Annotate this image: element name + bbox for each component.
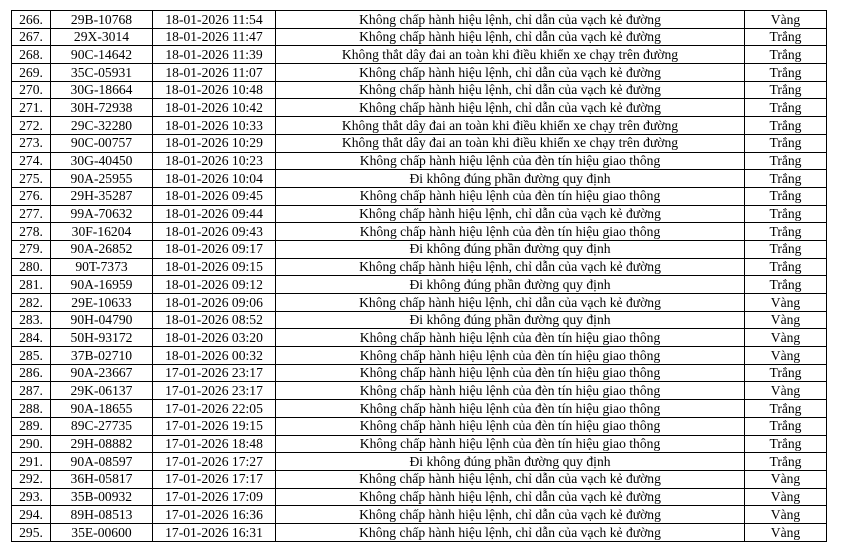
vehicle-color-cell: Trắng bbox=[745, 64, 827, 82]
violation-table-body bbox=[12, 11, 827, 542]
plate-cell: 89C-27735 bbox=[51, 417, 153, 435]
row-number-cell: 276. bbox=[12, 187, 51, 205]
violation-cell: Không chấp hành hiệu lệnh của đèn tín hiệu giao thông bbox=[276, 417, 745, 435]
violation-cell: Không thắt dây đai an toàn khi điều khiển xe chạy trên đường bbox=[276, 117, 745, 135]
datetime-cell: 17-01-2026 17:17 bbox=[153, 470, 276, 488]
datetime-cell: 17-01-2026 23:17 bbox=[153, 382, 276, 400]
plate-cell: 29X-3014 bbox=[51, 28, 153, 46]
table-row bbox=[12, 240, 827, 258]
datetime-cell: 17-01-2026 22:05 bbox=[153, 400, 276, 418]
datetime-cell: 17-01-2026 16:31 bbox=[153, 523, 276, 541]
plate-cell: 90A-08597 bbox=[51, 453, 153, 471]
datetime-cell: 18-01-2026 09:06 bbox=[153, 294, 276, 312]
plate-cell: 89H-08513 bbox=[51, 506, 153, 524]
violation-table bbox=[11, 10, 827, 542]
violation-cell: Đi không đúng phần đường quy định bbox=[276, 453, 745, 471]
violation-cell: Không chấp hành hiệu lệnh, chỉ dẫn của vạch kẻ đường bbox=[276, 11, 745, 29]
row-number-cell: 283. bbox=[12, 311, 51, 329]
violation-cell: Không chấp hành hiệu lệnh, chỉ dẫn của vạch kẻ đường bbox=[276, 506, 745, 524]
vehicle-color-cell: Vàng bbox=[745, 382, 827, 400]
violation-cell: Không thắt dây đai an toàn khi điều khiển xe chạy trên đường bbox=[276, 134, 745, 152]
plate-cell: 35B-00932 bbox=[51, 488, 153, 506]
plate-cell: 36H-05817 bbox=[51, 470, 153, 488]
table-row bbox=[12, 382, 827, 400]
violation-cell: Không chấp hành hiệu lệnh, chỉ dẫn của vạch kẻ đường bbox=[276, 64, 745, 82]
table-row bbox=[12, 453, 827, 471]
violation-cell: Đi không đúng phần đường quy định bbox=[276, 276, 745, 294]
datetime-cell: 18-01-2026 10:42 bbox=[153, 99, 276, 117]
vehicle-color-cell: Vàng bbox=[745, 506, 827, 524]
violation-cell: Không chấp hành hiệu lệnh của đèn tín hiệu giao thông bbox=[276, 329, 745, 347]
violation-cell: Không chấp hành hiệu lệnh của đèn tín hiệu giao thông bbox=[276, 187, 745, 205]
datetime-cell: 18-01-2026 11:47 bbox=[153, 28, 276, 46]
datetime-cell: 18-01-2026 09:17 bbox=[153, 240, 276, 258]
table-row bbox=[12, 506, 827, 524]
plate-cell: 90A-16959 bbox=[51, 276, 153, 294]
datetime-cell: 18-01-2026 03:20 bbox=[153, 329, 276, 347]
table-row bbox=[12, 417, 827, 435]
row-number-cell: 282. bbox=[12, 294, 51, 312]
table-row bbox=[12, 28, 827, 46]
plate-cell: 50H-93172 bbox=[51, 329, 153, 347]
plate-cell: 90A-25955 bbox=[51, 170, 153, 188]
plate-cell: 99A-70632 bbox=[51, 205, 153, 223]
vehicle-color-cell: Trắng bbox=[745, 364, 827, 382]
violation-cell: Không chấp hành hiệu lệnh, chỉ dẫn của vạch kẻ đường bbox=[276, 205, 745, 223]
datetime-cell: 17-01-2026 19:15 bbox=[153, 417, 276, 435]
row-number-cell: 292. bbox=[12, 470, 51, 488]
vehicle-color-cell: Vàng bbox=[745, 523, 827, 541]
table-row bbox=[12, 400, 827, 418]
datetime-cell: 18-01-2026 09:12 bbox=[153, 276, 276, 294]
row-number-cell: 287. bbox=[12, 382, 51, 400]
vehicle-color-cell: Trắng bbox=[745, 152, 827, 170]
datetime-cell: 18-01-2026 09:15 bbox=[153, 258, 276, 276]
datetime-cell: 18-01-2026 09:44 bbox=[153, 205, 276, 223]
violation-cell: Không chấp hành hiệu lệnh của đèn tín hiệu giao thông bbox=[276, 364, 745, 382]
plate-cell: 29K-06137 bbox=[51, 382, 153, 400]
datetime-cell: 18-01-2026 10:48 bbox=[153, 81, 276, 99]
vehicle-color-cell: Trắng bbox=[745, 46, 827, 64]
violation-cell: Không chấp hành hiệu lệnh, chỉ dẫn của vạch kẻ đường bbox=[276, 470, 745, 488]
violation-cell: Không chấp hành hiệu lệnh, chỉ dẫn của vạch kẻ đường bbox=[276, 294, 745, 312]
violation-cell: Không chấp hành hiệu lệnh của đèn tín hiệu giao thông bbox=[276, 435, 745, 453]
row-number-cell: 281. bbox=[12, 276, 51, 294]
table-row bbox=[12, 470, 827, 488]
table-row bbox=[12, 258, 827, 276]
row-number-cell: 280. bbox=[12, 258, 51, 276]
vehicle-color-cell: Vàng bbox=[745, 311, 827, 329]
vehicle-color-cell: Trắng bbox=[745, 187, 827, 205]
vehicle-color-cell: Trắng bbox=[745, 240, 827, 258]
violation-cell: Đi không đúng phần đường quy định bbox=[276, 311, 745, 329]
row-number-cell: 289. bbox=[12, 417, 51, 435]
violation-cell: Không chấp hành hiệu lệnh của đèn tín hiệu giao thông bbox=[276, 223, 745, 241]
row-number-cell: 268. bbox=[12, 46, 51, 64]
row-number-cell: 295. bbox=[12, 523, 51, 541]
datetime-cell: 18-01-2026 00:32 bbox=[153, 347, 276, 365]
plate-cell: 29B-10768 bbox=[51, 11, 153, 29]
vehicle-color-cell: Vàng bbox=[745, 329, 827, 347]
row-number-cell: 290. bbox=[12, 435, 51, 453]
vehicle-color-cell: Vàng bbox=[745, 11, 827, 29]
table-row bbox=[12, 329, 827, 347]
datetime-cell: 17-01-2026 17:27 bbox=[153, 453, 276, 471]
plate-cell: 29E-10633 bbox=[51, 294, 153, 312]
vehicle-color-cell: Trắng bbox=[745, 453, 827, 471]
plate-cell: 29C-32280 bbox=[51, 117, 153, 135]
vehicle-color-cell: Trắng bbox=[745, 81, 827, 99]
table-row bbox=[12, 117, 827, 135]
vehicle-color-cell: Trắng bbox=[745, 205, 827, 223]
datetime-cell: 18-01-2026 09:45 bbox=[153, 187, 276, 205]
table-row bbox=[12, 311, 827, 329]
datetime-cell: 18-01-2026 11:07 bbox=[153, 64, 276, 82]
plate-cell: 29H-08882 bbox=[51, 435, 153, 453]
vehicle-color-cell: Vàng bbox=[745, 294, 827, 312]
datetime-cell: 18-01-2026 10:23 bbox=[153, 152, 276, 170]
plate-cell: 90A-26852 bbox=[51, 240, 153, 258]
row-number-cell: 293. bbox=[12, 488, 51, 506]
datetime-cell: 18-01-2026 10:04 bbox=[153, 170, 276, 188]
violation-cell: Không chấp hành hiệu lệnh của đèn tín hiệu giao thông bbox=[276, 152, 745, 170]
plate-cell: 35C-05931 bbox=[51, 64, 153, 82]
row-number-cell: 269. bbox=[12, 64, 51, 82]
table-row bbox=[12, 488, 827, 506]
datetime-cell: 18-01-2026 08:52 bbox=[153, 311, 276, 329]
plate-cell: 90A-23667 bbox=[51, 364, 153, 382]
table-row bbox=[12, 99, 827, 117]
violation-cell: Không chấp hành hiệu lệnh, chỉ dẫn của vạch kẻ đường bbox=[276, 81, 745, 99]
table-row bbox=[12, 276, 827, 294]
row-number-cell: 270. bbox=[12, 81, 51, 99]
row-number-cell: 267. bbox=[12, 28, 51, 46]
vehicle-color-cell: Trắng bbox=[745, 435, 827, 453]
vehicle-color-cell: Trắng bbox=[745, 258, 827, 276]
table-row bbox=[12, 187, 827, 205]
table-row bbox=[12, 46, 827, 64]
violation-cell: Không chấp hành hiệu lệnh, chỉ dẫn của vạch kẻ đường bbox=[276, 99, 745, 117]
table-row bbox=[12, 205, 827, 223]
violation-cell: Đi không đúng phần đường quy định bbox=[276, 240, 745, 258]
row-number-cell: 284. bbox=[12, 329, 51, 347]
violation-cell: Không chấp hành hiệu lệnh, chỉ dẫn của vạch kẻ đường bbox=[276, 488, 745, 506]
row-number-cell: 272. bbox=[12, 117, 51, 135]
violation-cell: Đi không đúng phần đường quy định bbox=[276, 170, 745, 188]
table-row bbox=[12, 152, 827, 170]
plate-cell: 29H-35287 bbox=[51, 187, 153, 205]
plate-cell: 90H-04790 bbox=[51, 311, 153, 329]
row-number-cell: 266. bbox=[12, 11, 51, 29]
vehicle-color-cell: Trắng bbox=[745, 28, 827, 46]
violation-cell: Không chấp hành hiệu lệnh của đèn tín hiệu giao thông bbox=[276, 382, 745, 400]
violation-cell: Không chấp hành hiệu lệnh của đèn tín hiệu giao thông bbox=[276, 400, 745, 418]
row-number-cell: 273. bbox=[12, 134, 51, 152]
table-row bbox=[12, 134, 827, 152]
plate-cell: 35E-00600 bbox=[51, 523, 153, 541]
vehicle-color-cell: Trắng bbox=[745, 400, 827, 418]
table-row bbox=[12, 435, 827, 453]
table-row bbox=[12, 523, 827, 541]
row-number-cell: 277. bbox=[12, 205, 51, 223]
datetime-cell: 17-01-2026 18:48 bbox=[153, 435, 276, 453]
vehicle-color-cell: Trắng bbox=[745, 276, 827, 294]
plate-cell: 30G-40450 bbox=[51, 152, 153, 170]
row-number-cell: 279. bbox=[12, 240, 51, 258]
violation-cell: Không chấp hành hiệu lệnh, chỉ dẫn của vạch kẻ đường bbox=[276, 523, 745, 541]
row-number-cell: 294. bbox=[12, 506, 51, 524]
row-number-cell: 274. bbox=[12, 152, 51, 170]
row-number-cell: 278. bbox=[12, 223, 51, 241]
row-number-cell: 271. bbox=[12, 99, 51, 117]
violation-cell: Không chấp hành hiệu lệnh, chỉ dẫn của vạch kẻ đường bbox=[276, 28, 745, 46]
vehicle-color-cell: Vàng bbox=[745, 488, 827, 506]
datetime-cell: 18-01-2026 09:43 bbox=[153, 223, 276, 241]
plate-cell: 37B-02710 bbox=[51, 347, 153, 365]
row-number-cell: 286. bbox=[12, 364, 51, 382]
datetime-cell: 17-01-2026 23:17 bbox=[153, 364, 276, 382]
row-number-cell: 288. bbox=[12, 400, 51, 418]
vehicle-color-cell: Vàng bbox=[745, 470, 827, 488]
violation-cell: Không thắt dây đai an toàn khi điều khiển xe chạy trên đường bbox=[276, 46, 745, 64]
row-number-cell: 285. bbox=[12, 347, 51, 365]
table-row bbox=[12, 294, 827, 312]
vehicle-color-cell: Trắng bbox=[745, 417, 827, 435]
plate-cell: 90C-14642 bbox=[51, 46, 153, 64]
row-number-cell: 275. bbox=[12, 170, 51, 188]
table-row bbox=[12, 11, 827, 29]
plate-cell: 90T-7373 bbox=[51, 258, 153, 276]
vehicle-color-cell: Trắng bbox=[745, 99, 827, 117]
datetime-cell: 17-01-2026 16:36 bbox=[153, 506, 276, 524]
table-row bbox=[12, 223, 827, 241]
plate-cell: 30F-16204 bbox=[51, 223, 153, 241]
row-number-cell: 291. bbox=[12, 453, 51, 471]
vehicle-color-cell: Trắng bbox=[745, 134, 827, 152]
violation-cell: Không chấp hành hiệu lệnh của đèn tín hiệu giao thông bbox=[276, 347, 745, 365]
table-row bbox=[12, 364, 827, 382]
plate-cell: 90C-00757 bbox=[51, 134, 153, 152]
plate-cell: 30G-18664 bbox=[51, 81, 153, 99]
table-row bbox=[12, 347, 827, 365]
datetime-cell: 18-01-2026 10:29 bbox=[153, 134, 276, 152]
vehicle-color-cell: Vàng bbox=[745, 347, 827, 365]
violation-cell: Không chấp hành hiệu lệnh, chỉ dẫn của vạch kẻ đường bbox=[276, 258, 745, 276]
datetime-cell: 17-01-2026 17:09 bbox=[153, 488, 276, 506]
plate-cell: 30H-72938 bbox=[51, 99, 153, 117]
vehicle-color-cell: Trắng bbox=[745, 223, 827, 241]
plate-cell: 90A-18655 bbox=[51, 400, 153, 418]
table-row bbox=[12, 81, 827, 99]
datetime-cell: 18-01-2026 11:39 bbox=[153, 46, 276, 64]
vehicle-color-cell: Trắng bbox=[745, 117, 827, 135]
table-row bbox=[12, 64, 827, 82]
datetime-cell: 18-01-2026 11:54 bbox=[153, 11, 276, 29]
table-row bbox=[12, 170, 827, 188]
vehicle-color-cell: Trắng bbox=[745, 170, 827, 188]
datetime-cell: 18-01-2026 10:33 bbox=[153, 117, 276, 135]
